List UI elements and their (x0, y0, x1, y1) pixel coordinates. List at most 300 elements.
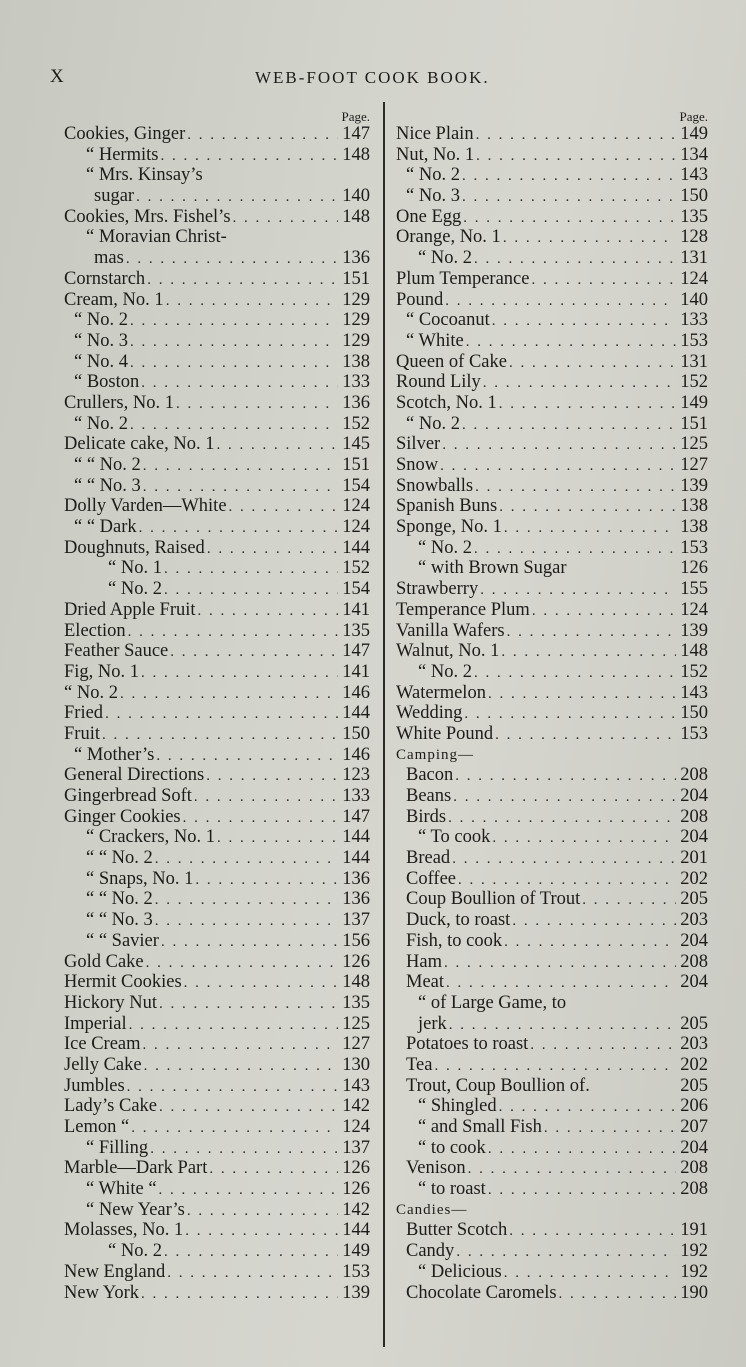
entry-page-number: 201 (680, 848, 708, 869)
leader-dots (143, 1035, 338, 1056)
entry-label: Bacon (406, 765, 454, 786)
entry-page-number: 139 (342, 1282, 370, 1303)
index-entry (396, 227, 708, 248)
entry-label: Cornstarch (64, 268, 146, 289)
index-entry (64, 1096, 370, 1117)
leader-dots (544, 1118, 676, 1139)
right-entry-list (396, 124, 708, 1303)
index-entry (64, 1158, 370, 1179)
leader-dots (183, 808, 338, 829)
index-entry (64, 310, 370, 331)
leader-dots (155, 911, 338, 932)
entry-label: Lemon “ (64, 1117, 130, 1137)
entry-page-number: 133 (680, 310, 708, 331)
entry-label: “ White “ (86, 1179, 157, 1200)
leader-dots (166, 291, 338, 312)
entry-label: “ “ Savier (86, 930, 159, 951)
leader-dots (504, 932, 676, 953)
entry-label: Jelly Cake (64, 1054, 142, 1075)
entry-page-number: 135 (342, 620, 370, 641)
leader-dots (126, 249, 338, 270)
index-entry (396, 621, 708, 642)
index-section-heading: Candies— (396, 1201, 468, 1218)
index-entry (64, 579, 370, 600)
entry-label: Round Lily (396, 372, 481, 393)
leader-dots (474, 249, 676, 270)
entry-page-number: 203 (680, 910, 708, 931)
leader-dots (187, 1201, 338, 1222)
entry-page-number: 126 (342, 1179, 370, 1200)
leader-dots (229, 497, 338, 518)
entry-page-number: 124 (342, 496, 370, 517)
entry-page-number: 202 (680, 1054, 708, 1075)
entry-page-number: 204 (680, 972, 708, 993)
entry-page-number: 126 (342, 1158, 370, 1179)
index-entry (396, 993, 708, 1014)
entry-page-number: 153 (680, 537, 708, 558)
entry-page-number: 154 (342, 579, 370, 600)
index-entry (64, 1034, 370, 1055)
entry-label: Duck, to roast (406, 910, 511, 931)
entry-label: “ To cook (418, 827, 491, 848)
entry-label: Snowballs (396, 475, 474, 496)
index-entry (396, 476, 708, 497)
entry-label: Temperance Plum (396, 599, 530, 620)
entry-label: Queen of Cake (396, 351, 507, 372)
leader-dots (159, 1180, 338, 1201)
entry-page-number: 150 (342, 723, 370, 744)
leader-dots (499, 1097, 676, 1118)
entry-label: Coup Boullion of Trout (406, 889, 581, 910)
index-entry (396, 765, 708, 786)
entry-page-number: 140 (680, 289, 708, 310)
leader-dots (187, 125, 338, 146)
index-entry (64, 1241, 370, 1262)
entry-label: “ “ No. 2 (74, 455, 141, 475)
entry-page-number: 128 (680, 227, 708, 248)
entry-label: Meat (406, 972, 445, 993)
entry-label: White Pound (396, 723, 494, 744)
entry-page-number: 154 (342, 475, 370, 496)
index-entry (64, 641, 370, 662)
leader-dots (476, 125, 676, 146)
entry-page-number: 124 (680, 268, 708, 289)
leader-dots (504, 518, 676, 539)
leader-dots (167, 1263, 338, 1284)
entry-label: Vanilla Wafers (396, 620, 505, 641)
entry-page-number: 205 (680, 1075, 708, 1096)
entry-page-number: 134 (680, 144, 708, 165)
entry-label: “ Moravian Christ- (86, 227, 227, 248)
entry-label: Ham (406, 951, 442, 972)
entry-label: “ New Year’s (86, 1199, 185, 1220)
index-entry (64, 186, 370, 207)
entry-page-number: 137 (342, 910, 370, 931)
leader-dots (512, 911, 676, 932)
entry-page-number: 147 (342, 124, 370, 144)
entry-label: “ to roast (418, 1179, 486, 1200)
index-entry (64, 331, 370, 352)
index-entry (64, 1014, 370, 1035)
index-entry (64, 352, 370, 373)
entry-page-number: 123 (342, 765, 370, 786)
entry-label: “ “ No. 3 (86, 910, 153, 931)
entry-label: sugar (94, 186, 135, 207)
entry-page-number: 204 (680, 930, 708, 951)
entry-label: Lady’s Cake (64, 1096, 157, 1117)
entry-page-number: 144 (342, 827, 370, 848)
entry-page-number: 204 (680, 827, 708, 848)
leader-dots (164, 580, 338, 601)
leader-dots (156, 746, 338, 767)
entry-label: Chocolate Caromels (406, 1282, 557, 1303)
index-entry (64, 1138, 370, 1159)
index-entry (396, 207, 708, 228)
leader-dots (434, 1056, 676, 1077)
entry-label: “ Shingled (418, 1096, 497, 1117)
entry-page-number: 139 (680, 620, 708, 641)
entry-label: Spanish Buns (396, 496, 498, 517)
leader-dots (155, 890, 338, 911)
index-entry (64, 889, 370, 910)
entry-label: “ No. 2 (74, 310, 128, 331)
entry-page-number: 204 (680, 1137, 708, 1158)
index-entry (64, 1200, 370, 1221)
index-entry (396, 703, 708, 724)
entry-label: One Egg (396, 206, 462, 227)
entry-label: “ Mother’s (74, 744, 155, 765)
entry-page-number: 125 (680, 434, 708, 455)
leader-dots (130, 332, 338, 353)
entry-label: Walnut, No. 1 (396, 641, 500, 662)
leader-dots (150, 1139, 338, 1160)
entry-label: Strawberry (396, 579, 479, 600)
entry-page-number: 151 (342, 268, 370, 289)
leader-dots (458, 870, 676, 891)
entry-page-number: 146 (342, 682, 370, 703)
page-header (0, 64, 746, 94)
entry-page-number: 151 (342, 455, 370, 475)
page-column-label: Page. (341, 109, 370, 124)
entry-label: Jumbles (64, 1075, 125, 1096)
entry-label: “ Filling (86, 1137, 149, 1158)
leader-dots (499, 394, 676, 415)
entry-page-number: 129 (342, 289, 370, 310)
entry-label: Fruit (64, 723, 100, 744)
index-entry (396, 414, 708, 435)
leader-dots (198, 601, 338, 622)
leader-dots (141, 1284, 338, 1305)
index-entry (64, 393, 370, 414)
index-entry (64, 207, 370, 228)
entry-page-number: 153 (342, 1261, 370, 1282)
entry-label: “ Snaps, No. 1 (86, 868, 194, 889)
entry-page-number: 140 (342, 186, 370, 207)
leader-dots (130, 311, 338, 332)
entry-page-number: 125 (342, 1013, 370, 1034)
leader-dots (195, 870, 338, 891)
leader-dots (440, 456, 676, 477)
index-entry (64, 476, 370, 497)
leader-dots (448, 808, 676, 829)
index-entry (64, 1262, 370, 1283)
entry-page-number: 152 (342, 558, 370, 579)
entry-page-number: 143 (342, 1075, 370, 1096)
entry-page-number: 144 (342, 703, 370, 724)
index-entry (64, 1283, 370, 1304)
leader-dots (155, 849, 338, 870)
entry-label: Dolly Varden—White (64, 496, 227, 517)
index-entry (396, 1283, 708, 1304)
column-divider (383, 102, 385, 1347)
entry-label: “ Crackers, No. 1 (86, 827, 215, 848)
leader-dots (455, 766, 676, 787)
entry-page-number: 136 (342, 248, 370, 269)
leader-dots (531, 270, 676, 291)
index-entry (396, 724, 708, 745)
entry-label: Ginger Cookies (64, 806, 181, 827)
left-index-column (64, 110, 370, 1303)
index-entry (396, 1034, 708, 1055)
index-entry (64, 496, 370, 517)
entry-page-number: 151 (680, 413, 708, 434)
leader-dots (509, 1221, 676, 1242)
entry-page-number: 192 (680, 1261, 708, 1282)
entry-label: “ Delicious (418, 1261, 502, 1282)
index-entry (396, 434, 708, 455)
entry-label: Candy (406, 1241, 455, 1262)
entry-page-number: 133 (342, 372, 370, 393)
entry-label: Plum Temperance (396, 268, 530, 289)
entry-label: Nut, No. 1 (396, 144, 475, 165)
index-entry (64, 1179, 370, 1200)
leader-dots (483, 373, 676, 394)
entry-page-number: 149 (342, 1241, 370, 1262)
entry-page-number: 142 (342, 1199, 370, 1220)
index-entry (64, 414, 370, 435)
leader-dots (462, 415, 676, 436)
entry-label: “ No. 2 (108, 1241, 162, 1262)
index-entry (64, 683, 370, 704)
leader-dots (456, 1242, 676, 1263)
entry-page-number: 150 (680, 703, 708, 724)
entry-label: Molasses, No. 1 (64, 1220, 184, 1241)
entry-page-number: 144 (342, 537, 370, 558)
leader-dots (143, 477, 338, 498)
leader-dots (475, 477, 676, 498)
entry-label: Pound (396, 289, 444, 310)
index-entry (64, 165, 370, 186)
leader-dots (130, 415, 338, 436)
entry-page-number: 126 (680, 558, 708, 579)
entry-label: Snow (396, 455, 439, 475)
index-entry (64, 827, 370, 848)
leader-dots (160, 146, 338, 167)
entry-page-number: 131 (680, 248, 708, 269)
leader-dots (509, 353, 676, 374)
entry-page-number: 144 (342, 848, 370, 869)
index-entry (396, 848, 708, 869)
leader-dots (480, 580, 676, 601)
index-entry (396, 352, 708, 373)
entry-page-number: 208 (680, 1158, 708, 1179)
entry-label: Crullers, No. 1 (64, 392, 174, 413)
index-entry (396, 1014, 708, 1035)
entry-label: Bread (406, 848, 451, 869)
entry-page-number: 150 (680, 186, 708, 207)
entry-label: Butter Scotch (406, 1220, 508, 1241)
leader-dots (507, 622, 676, 643)
index-entry (396, 910, 708, 931)
leader-dots (446, 973, 676, 994)
entry-page-number: 148 (342, 144, 370, 165)
index-entry (396, 972, 708, 993)
leader-dots (139, 518, 338, 539)
entry-page-number: 144 (342, 1220, 370, 1241)
leader-dots (217, 435, 339, 456)
leader-dots (127, 1077, 338, 1098)
leader-dots (492, 311, 676, 332)
index-entry (396, 517, 708, 538)
leader-dots (474, 663, 676, 684)
leader-dots (141, 373, 338, 394)
index-entry (396, 1055, 708, 1076)
leader-dots (144, 1056, 338, 1077)
leader-dots (207, 539, 338, 560)
entry-page-number: 148 (342, 972, 370, 993)
entry-page-number: 138 (680, 496, 708, 517)
entry-label: “ No. 2 (418, 248, 472, 269)
entry-page-number: 141 (342, 661, 370, 682)
entry-page-number: 208 (680, 1179, 708, 1200)
entry-label: Wedding (396, 703, 463, 724)
entry-page-number: 205 (680, 889, 708, 910)
index-entry (64, 269, 370, 290)
entry-page-number: 203 (680, 1034, 708, 1055)
leader-dots (131, 1118, 338, 1139)
entry-label: Silver (396, 434, 441, 455)
leader-dots (102, 725, 338, 746)
leader-dots (217, 828, 338, 849)
entry-page-number: 133 (342, 786, 370, 806)
entry-page-number: 153 (680, 330, 708, 351)
index-entry (396, 455, 708, 476)
index-entry (396, 1179, 708, 1200)
entry-label: New England (64, 1261, 166, 1282)
entry-page-number: 208 (680, 765, 708, 786)
leader-dots (185, 1221, 338, 1242)
entry-label: “ “ No. 3 (74, 475, 141, 496)
entry-label: “ No. 3 (74, 330, 128, 351)
entry-label: Cookies, Ginger (64, 124, 186, 144)
entry-label: “ Hermits (86, 144, 159, 165)
entry-label: “ No. 2 (406, 413, 460, 434)
entry-page-number: 156 (342, 930, 370, 951)
entry-page-number: 129 (342, 310, 370, 331)
index-entry (396, 558, 708, 579)
index-entry (396, 889, 708, 910)
entry-page-number: 141 (342, 599, 370, 620)
leader-dots (492, 828, 676, 849)
index-entry (64, 600, 370, 621)
leader-dots (146, 953, 338, 974)
leader-dots (501, 642, 676, 663)
entry-page-number: 145 (342, 434, 370, 455)
entry-label: “ No. 2 (74, 413, 128, 434)
index-entry (396, 331, 708, 352)
index-entry (396, 186, 708, 207)
index-entry (64, 124, 370, 145)
entry-page-number: 147 (342, 641, 370, 662)
leader-dots (474, 539, 676, 560)
index-entry (64, 1117, 370, 1138)
leader-dots (141, 663, 338, 684)
index-entry (64, 227, 370, 248)
leader-dots (503, 228, 676, 249)
entry-page-number: 135 (342, 992, 370, 1013)
entry-page-number: 142 (342, 1096, 370, 1117)
index-entry (64, 434, 370, 455)
index-entry (396, 869, 708, 890)
index-entry (396, 952, 708, 973)
index-entry (396, 683, 708, 704)
index-entry (396, 807, 708, 828)
entry-label: “ No. 2 (108, 579, 162, 600)
index-entry (64, 517, 370, 538)
entry-label: “ No. 2 (406, 165, 460, 186)
entry-page-number: 124 (342, 517, 370, 538)
leader-dots (136, 187, 338, 208)
entry-label: Hermit Cookies (64, 972, 182, 993)
entry-label: Hickory Nut (64, 992, 157, 1013)
entry-label: Venison (406, 1158, 466, 1179)
entry-page-number: 138 (680, 517, 708, 538)
entry-label: Orange, No. 1 (396, 227, 501, 248)
index-entry (64, 807, 370, 828)
leader-dots (468, 1159, 676, 1180)
index-entry (396, 1262, 708, 1283)
index-entry (64, 1220, 370, 1241)
page-number: X (50, 66, 65, 87)
entry-label: General Directions (64, 765, 205, 786)
entry-page-number: 126 (342, 951, 370, 972)
entry-label: “ “ No. 2 (86, 848, 153, 869)
entry-label: Sponge, No. 1 (396, 517, 502, 538)
index-entry (396, 145, 708, 166)
entry-label: “ White (406, 330, 464, 351)
book-title: WEB-FOOT COOK BOOK. (255, 68, 490, 87)
index-entry (396, 1158, 708, 1179)
entry-label: Tea (406, 1054, 433, 1075)
entry-label: Ice Cream (64, 1034, 141, 1055)
entry-label: “ Boston (74, 372, 140, 393)
leader-dots (530, 1035, 676, 1056)
entry-label: Election (64, 620, 126, 641)
leader-dots (184, 973, 338, 994)
index-entry (396, 600, 708, 621)
index-entry (64, 248, 370, 269)
entry-label: Fried (64, 703, 104, 724)
index-entry (396, 372, 708, 393)
entry-label: “ “ Dark (74, 517, 137, 538)
leader-dots (164, 559, 338, 580)
entry-page-number: 152 (342, 413, 370, 434)
index-entry (64, 910, 370, 931)
leader-dots (488, 1180, 676, 1201)
leader-dots (495, 725, 676, 746)
leader-dots (206, 766, 338, 787)
entry-page-number: 138 (342, 351, 370, 372)
